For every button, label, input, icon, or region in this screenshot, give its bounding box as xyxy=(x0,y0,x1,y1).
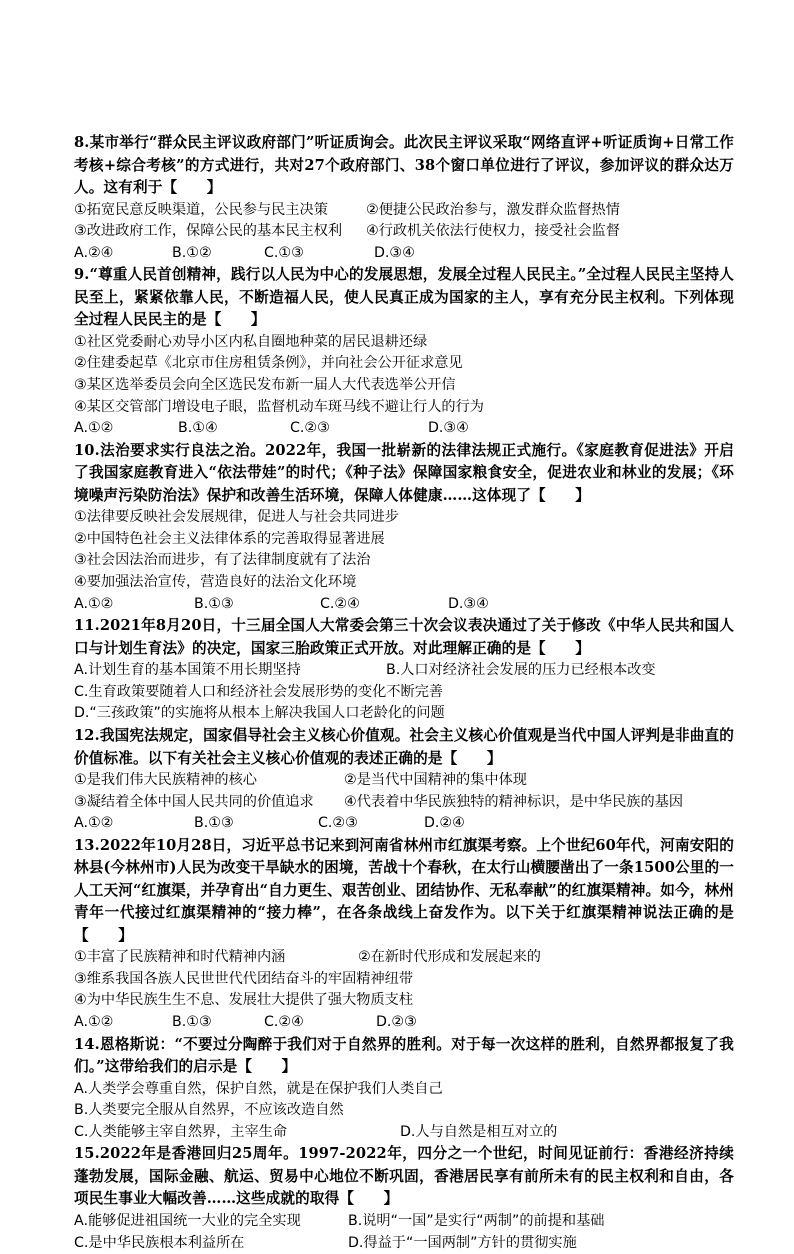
choice-row xyxy=(74,594,734,616)
choice-d: D.③④ xyxy=(448,595,489,612)
statement-row xyxy=(74,200,734,222)
question-11 xyxy=(74,615,734,725)
choice-a: A.能够促进祖国统一大业的完全实现 xyxy=(74,1212,301,1229)
choice-row xyxy=(74,418,734,440)
choice-d: D.②③ xyxy=(376,1014,417,1031)
exam-page xyxy=(74,132,734,1254)
question-stem: 11.2021年8月20日，十三届全国人大常委会第三十次会议表决通过了关于修改《中华人民共和国人口与计划生育法》的决定，国家三胎政策正式开放。对此理解正确的是【 】 xyxy=(74,617,734,657)
choice-row xyxy=(74,660,734,682)
statement: ②在新时代形成和发展起来的 xyxy=(358,949,541,966)
statement: ③社会因法治而进步，有了法律制度就有了法治 xyxy=(74,552,371,569)
choice-d: D.③④ xyxy=(428,420,469,437)
question-12 xyxy=(74,725,734,835)
choice-a: A.①② xyxy=(74,595,114,612)
question-stem: 15.2022年是香港回归25周年。1997-2022年，四分之一个世纪，时间见证前行：香港经济持续蓬勃发展，国际金融、航运、贸易中心地位不断巩固，香港居民享有前所未有的民主权利和自由，各项民生事业大幅改善……这些成就的取得【 】 xyxy=(74,1145,734,1208)
choice-row xyxy=(74,1012,734,1034)
question-9 xyxy=(74,264,734,439)
choice-b: B.①③ xyxy=(172,1014,212,1031)
statement: ②住建委起草《北京市住房租赁条例》，并向社会公开征求意见 xyxy=(74,355,463,372)
statement: ④要加强法治宣传，营造良好的法治文化环境 xyxy=(74,574,357,591)
choice-c: C.是中华民族根本利益所在 xyxy=(74,1234,245,1251)
choice-b: B.人类要完全服从自然界，不应该改造自然 xyxy=(74,1102,344,1119)
question-14 xyxy=(74,1034,734,1144)
choice-a: A.①② xyxy=(74,1014,114,1031)
statement-row xyxy=(74,221,734,243)
question-13 xyxy=(74,835,734,1034)
question-stem: 12.我国宪法规定，国家倡导社会主义核心价值观。社会主义核心价值观是当代中国人评判是非曲直的价值标准。以下有关社会主义核心价值观的表述正确的是【 】 xyxy=(74,727,734,767)
choice-c: C.人类能够主宰自然界，主宰生命 xyxy=(74,1123,288,1140)
choice-c: C.②③ xyxy=(290,420,330,437)
statement: ②是当代中国精神的集中体现 xyxy=(344,772,527,788)
choice-c: C.②④ xyxy=(320,595,360,612)
question-stem: 9.“尊重人民首创精神，践行以人民为中心的发展思想，发展全过程人民民主。”全过程人民民主坚持人民至上，紧紧依靠人民，不断造福人民，使人民真正成为国家的主人，享有充分民主权利。下列体现全过程人民民主的是【 】 xyxy=(74,266,734,329)
statement: ①拓宽民意反映渠道，公民参与民主决策 xyxy=(74,201,328,218)
statement-row xyxy=(74,947,734,969)
choice-a: A.①② xyxy=(74,420,114,437)
question-8 xyxy=(74,132,734,264)
choice-b: B.说明“一国”是实行“两制”的前提和基础 xyxy=(348,1212,605,1229)
choice-a: A.计划生育的基本国策不用长期坚持 xyxy=(74,662,301,679)
statement: ①是我们伟大民族精神的核心 xyxy=(74,772,257,788)
choice-b: B.①② xyxy=(172,244,212,261)
statement-row xyxy=(74,792,734,814)
statement: ③凝结着全体中国人民共同的价值追求 xyxy=(74,793,314,810)
choice-d: D.③④ xyxy=(374,244,415,261)
statement: ①社区党委耐心劝导小区内私自圈地种菜的居民退耕还绿 xyxy=(74,333,428,350)
statement: ④代表着中华民族独特的精神标识，是中华民族的基因 xyxy=(344,793,684,810)
choice-row xyxy=(74,243,734,265)
statement: ④行政机关依法行使权力，接受社会监督 xyxy=(366,223,620,240)
choice-c: C.②④ xyxy=(264,1014,304,1031)
statement: ③维系我国各族人民世世代代团结奋斗的牢固精神纽带 xyxy=(74,970,414,987)
choice-row xyxy=(74,1122,734,1144)
choice-d: D.得益于“一国两制”方针的贯彻实施 xyxy=(348,1234,577,1251)
choice-c: C.生育政策要随着人口和经济社会发展形势的变化不断完善 xyxy=(74,683,444,700)
choice-a: A.①② xyxy=(74,815,114,832)
statement: ③改进政府工作，保障公民的基本民主权利 xyxy=(74,223,343,240)
question-stem: 13.2022年10月28日，习近平总书记来到河南省林州市红旗渠考察。上个世纪60年代，河南安阳的林县(今林州市)人民为改变干旱缺水的困境，苦战十个春秋，在太行山横腰凿出了一条1500公里的一人工天河“红旗渠，并孕育出“自力更生、艰苦创业、团结协作、无私奉献”的红旗渠精神。如今，林州青年一代接过红旗渠精神的“接力棒”，在各条战线上奋发作为。以下关于红旗渠精神说法正确的是【 】 xyxy=(74,836,734,944)
question-15 xyxy=(74,1143,734,1254)
choice-b: B.①③ xyxy=(194,815,234,832)
choice-a: A.②④ xyxy=(74,244,114,261)
choice-c: C.②③ xyxy=(318,815,358,832)
statement-row xyxy=(74,770,734,792)
choice-row xyxy=(74,813,734,835)
statement: ④为中华民族生生不息、发展壮大提供了强大物质支柱 xyxy=(74,992,414,1009)
statement: ①丰富了民族精神和时代精神内涵 xyxy=(74,949,286,966)
statement: ②中国特色社会主义法律体系的完善取得显著进展 xyxy=(74,530,385,547)
statement: ③某区选举委员会向全区选民发布新一届人大代表选举公开信 xyxy=(74,376,456,393)
statement: ①法律要反映社会发展规律，促进人与社会共同进步 xyxy=(74,509,399,526)
choice-row xyxy=(74,1211,734,1233)
choice-d: D.②④ xyxy=(424,815,465,832)
choice-b: B.①④ xyxy=(178,420,218,437)
choice-b: B.①③ xyxy=(194,595,234,612)
question-stem: 8.某市举行“群众民主评议政府部门”听证质询会。此次民主评议采取“网络直评+听证质询+日常工作考核+综合考核”的方式进行，共对27个政府部门、38个窗口单位进行了评议，参加评议的群众达万人。这有利于【 】 xyxy=(74,134,734,196)
choice-d: D.人与自然是相互对立的 xyxy=(400,1123,558,1140)
choice-c: C.①③ xyxy=(264,244,304,261)
statement: ②便捷公民政治参与，激发群众监督热情 xyxy=(366,201,620,218)
statement: ④某区交管部门增设电子眼，监督机动车斑马线不避让行人的行为 xyxy=(74,398,484,415)
choice-b: B.人口对经济社会发展的压力已经根本改变 xyxy=(386,662,656,679)
question-10 xyxy=(74,440,734,615)
question-stem: 10.法治要求实行良法之治。2022年，我国一批崭新的法律法规正式施行。《家庭教育促进法》开启了我国家庭教育进入“依法带娃”的时代；《种子法》保障国家粮食安全，促进农业和林业的发展；《环境噪声污染防治法》保护和改善生活环境，保障人体健康……这体现了【 】 xyxy=(74,441,734,504)
choice-row xyxy=(74,1233,734,1254)
choice-a: A.人类学会尊重自然，保护自然，就是在保护我们人类自己 xyxy=(74,1080,443,1097)
question-stem: 14.恩格斯说：“不要过分陶醉于我们对于自然界的胜利。对于每一次这样的胜利，自然界都报复了我们。”这带给我们的启示是【 】 xyxy=(74,1035,734,1076)
choice-d: D.“三孩政策”的实施将从根本上解决我国人口老龄化的问题 xyxy=(74,705,445,722)
